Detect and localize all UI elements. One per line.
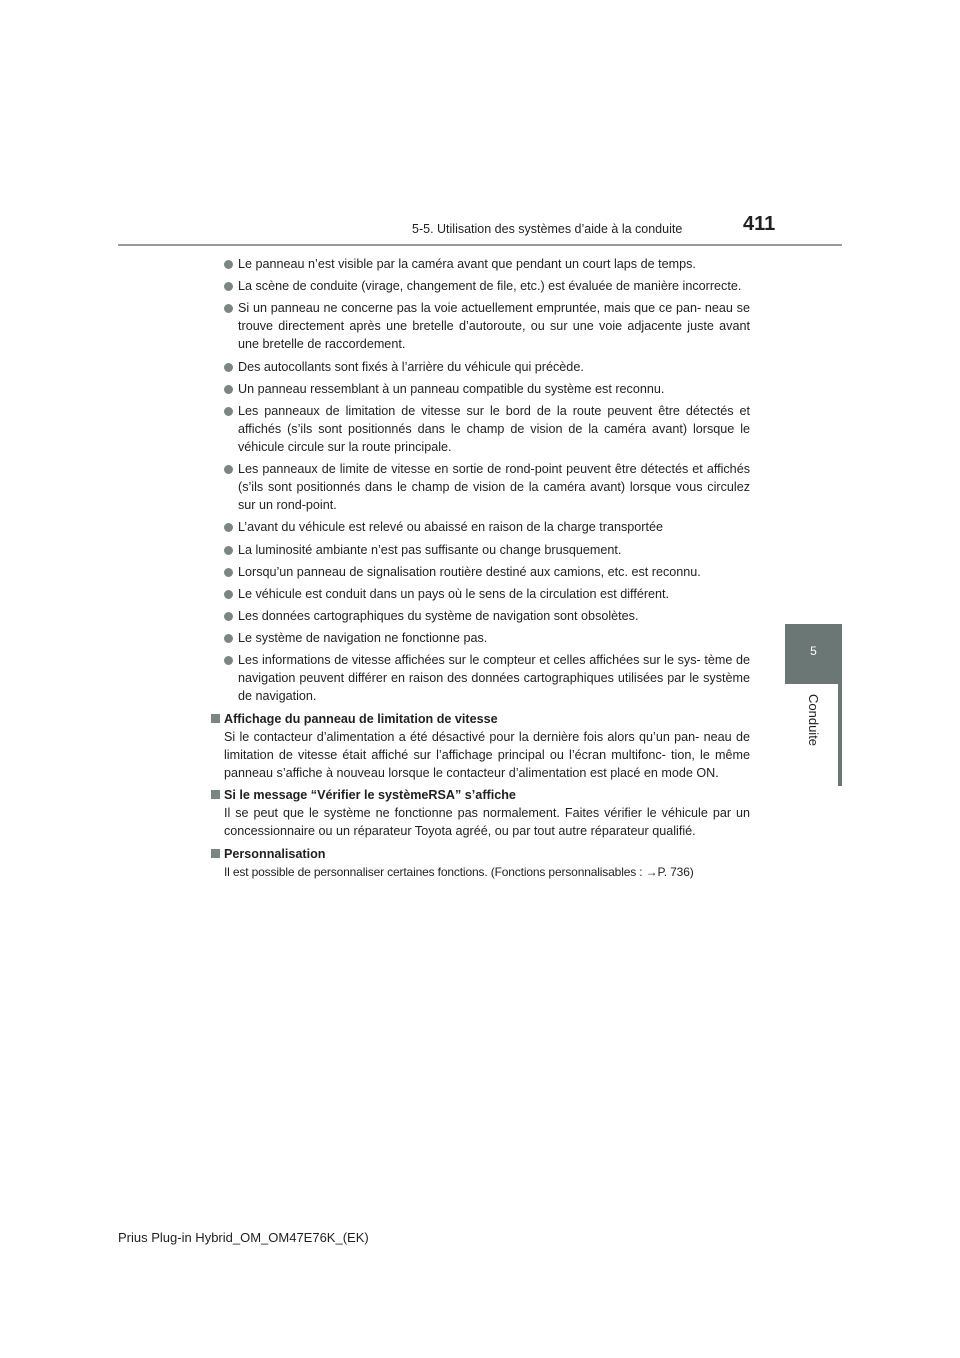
list-item	[208, 541, 750, 559]
list-item-text: Les panneaux de limite de vitesse en sortie de rond-point peuvent être détectés et affichés (s’ils sont positionnés dans le champ de vision de la caméra avant) lorsque vous circulez sur un rond-point.	[238, 462, 750, 513]
note-section	[208, 786, 750, 840]
chapter-tab-number: 5	[785, 624, 842, 684]
list-item-text: Les panneaux de limitation de vitesse sur le bord de la route peuvent être détectés et affichés (s’ils sont positionnés dans le champ de vision de la caméra avant) lorsque le véhicule circule sur la route principale.	[238, 403, 750, 454]
list-item-text: Le panneau n’est visible par la caméra avant que pendant un court laps de temps.	[238, 257, 696, 271]
chapter-tab-label	[785, 684, 842, 786]
note-section	[208, 710, 750, 782]
list-item	[208, 518, 750, 536]
section-header: 5-5. Utilisation des systèmes d’aide à la conduite	[412, 222, 683, 236]
document-footer: Prius Plug-in Hybrid_OM_OM47E76K_(EK)	[118, 1230, 369, 1245]
bullet-icon	[224, 407, 233, 416]
list-item-text: Le véhicule est conduit dans un pays où le sens de la circulation est différent.	[238, 586, 670, 601]
list-item	[208, 607, 750, 625]
main-content	[208, 255, 750, 885]
square-bullet-icon	[211, 714, 220, 723]
list-item	[208, 585, 750, 603]
section-title: Affichage du panneau de limitation de vitesse	[224, 711, 498, 726]
bullet-icon	[224, 590, 233, 599]
note-section	[208, 845, 750, 881]
list-item	[208, 651, 750, 705]
list-item	[208, 380, 750, 398]
list-item-text: La scène de conduite (virage, changement de file, etc.) est évaluée de manière incorrecte.	[238, 279, 742, 294]
list-item	[208, 460, 750, 514]
list-item	[208, 255, 750, 273]
list-item-text: Les données cartographiques du système de navigation sont obsolètes.	[238, 609, 639, 624]
bullet-icon	[224, 282, 233, 291]
list-item-text: Le système de navigation ne fonctionne pas.	[238, 631, 488, 646]
bullet-icon	[224, 363, 233, 372]
bullet-icon	[224, 656, 233, 665]
square-bullet-icon	[211, 849, 220, 858]
bullet-icon	[224, 260, 233, 269]
list-item-text: La luminosité ambiante n’est pas suffisante ou change brusquement.	[238, 542, 622, 557]
list-item	[208, 358, 750, 376]
section-body: Il se peut que le système ne fonctionne pas normalement. Faites vérifier le véhicule par un concessionnaire ou un réparateur Toyota agréé, ou par tout autre réparateur qualifié.	[224, 806, 750, 839]
page-number: 411	[743, 213, 776, 235]
bullet-icon	[224, 634, 233, 643]
bullet-icon	[224, 304, 233, 313]
header-divider	[118, 244, 842, 246]
bullet-icon	[224, 523, 233, 532]
list-item-text: Lorsqu’un panneau de signalisation routière destiné aux camions, etc. est reconnu.	[238, 564, 701, 579]
section-body: Il est possible de personnaliser certaines fonctions. (Fonctions personnalisables : →P. 736)	[224, 864, 694, 879]
bullet-icon	[224, 612, 233, 621]
list-item-text: Un panneau ressemblant à un panneau compatible du système est reconnu.	[238, 381, 665, 396]
list-item	[208, 563, 750, 581]
list-item-text: Si un panneau ne concerne pas la voie actuellement empruntée, mais que ce pan- neau se trouve directement après une bretelle d’autoroute, ou sur une voie adjacente juste avant une bretelle de raccordement.	[238, 301, 750, 352]
section-title: Personnalisation	[224, 846, 326, 861]
section-title: Si le message “Vérifier le systèmeRSA” s’affiche	[224, 788, 516, 803]
chapter-label: Conduite	[806, 694, 821, 747]
list-item	[208, 629, 750, 647]
list-item-text: Les informations de vitesse affichées sur le compteur et celles affichées sur le sys- tème de navigation peuvent différer en raison des données cartographiques utilisées par le système de navigation.	[238, 653, 750, 704]
list-item	[208, 402, 750, 456]
chapter-tab-bar	[838, 684, 842, 786]
list-item	[208, 299, 750, 353]
bullet-icon	[224, 465, 233, 474]
bullet-icon	[224, 385, 233, 394]
list-item	[208, 277, 750, 295]
bullet-icon	[224, 568, 233, 577]
bullet-icon	[224, 546, 233, 555]
list-item-text: Des autocollants sont fixés à l’arrière du véhicule qui précède.	[238, 359, 584, 374]
section-body: Si le contacteur d’alimentation a été désactivé pour la dernière fois alors qu’un pan- neau de limitation de vitesse était affiché sur l’affichage principal ou l’écran multifonc- tion, le même panneau s’affiche à nouveau lorsque le contacteur d’alimentation est placé en mode ON.	[224, 729, 750, 780]
list-item-text: L’avant du véhicule est relevé ou abaissé en raison de la charge transportée	[238, 520, 663, 535]
square-bullet-icon	[211, 790, 220, 799]
